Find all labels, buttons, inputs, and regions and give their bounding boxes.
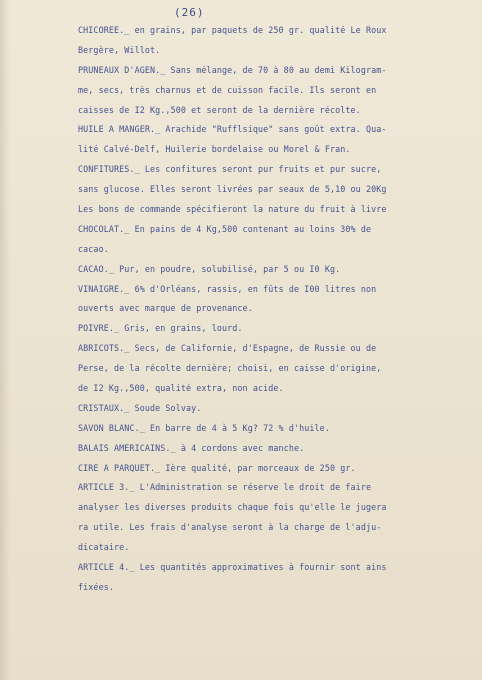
- text-line: de I2 Kg.,500, qualité extra, non acide.: [78, 383, 284, 394]
- text-line: ARTICLE 3._ L'Administration se réserve le droit de faire: [78, 482, 372, 493]
- text-line: CHOCOLAT._ En pains de 4 Kg,500 contenant au loins 30% de: [78, 223, 372, 234]
- text-line: cacao.: [78, 243, 109, 254]
- text-line: analyser les diverses produits chaque fois qu'elle le jugera: [78, 502, 387, 513]
- text-line: Perse, de la récolte dernière; choisi, en caisse d'origine,: [78, 363, 382, 374]
- text-line: CACAO._ Pur, en poudre, solubilisé, par 5 ou I0 Kg.: [78, 263, 341, 274]
- page-number: (26): [174, 6, 205, 19]
- text-line: SAVON BLANC._ En barre de 4 à 5 Kg? 72 % d'huile.: [78, 422, 330, 433]
- text-line: ABRICOTS._ Secs, de Californie, d'Espagne, de Russie ou de: [78, 343, 377, 354]
- text-line: caisses de I2 Kg.,500 et seront de la dernière récolte.: [78, 104, 361, 115]
- text-line: VINAIGRE._ 6% d'Orléans, rassis, en fûts de I00 litres non: [78, 283, 377, 294]
- text-line: CONFITURES._ Les confitures seront pur fruits et pur sucre,: [78, 164, 382, 175]
- document-body: [78, 21, 482, 598]
- text-line: dicataire.: [78, 542, 130, 553]
- text-line: ARTICLE 4._ Les quantités approximatives à fournir sont ains: [78, 562, 387, 573]
- text-line: ouverts avec marque de provenance.: [78, 303, 253, 314]
- text-line: fixées.: [78, 581, 114, 592]
- text-line: CRISTAUX._ Soude Solvay.: [78, 402, 202, 413]
- text-line: POIVRE._ Gris, en grains, lourd.: [78, 323, 243, 334]
- text-line: me, secs, très charnus et de cuisson facile. Ils seront en: [78, 84, 377, 95]
- text-line: Les bons de commande spécifieront la nature du fruit à livre: [78, 204, 387, 215]
- text-line: ra utile. Les frais d'analyse seront à la charge de l'adju-: [78, 522, 382, 533]
- text-line: PRUNEAUX D'AGEN._ Sans mélange, de 70 à 80 au demi Kilogram-: [78, 64, 387, 75]
- text-line: BALAIS AMERICAINS._ à 4 cordons avec manche.: [78, 442, 305, 453]
- text-line: sans glucose. Elles seront livrées par seaux de 5,10 ou 20Kg: [78, 184, 387, 195]
- text-line: lité Calvé-Delf, Huilerie bordelaise ou Morel & Fran.: [78, 144, 351, 155]
- text-line: CIRE A PARQUET._ Ière qualité, par morceaux de 250 gr.: [78, 462, 356, 473]
- text-line: HUILE A MANGER._ Arachide "Rufflsique" sans goût extra. Qua-: [78, 124, 387, 135]
- text-line: Bergère, Willot.: [78, 44, 161, 55]
- text-line: CHICOREE._ en grains, par paquets de 250 gr. qualité Le Roux: [78, 25, 387, 35]
